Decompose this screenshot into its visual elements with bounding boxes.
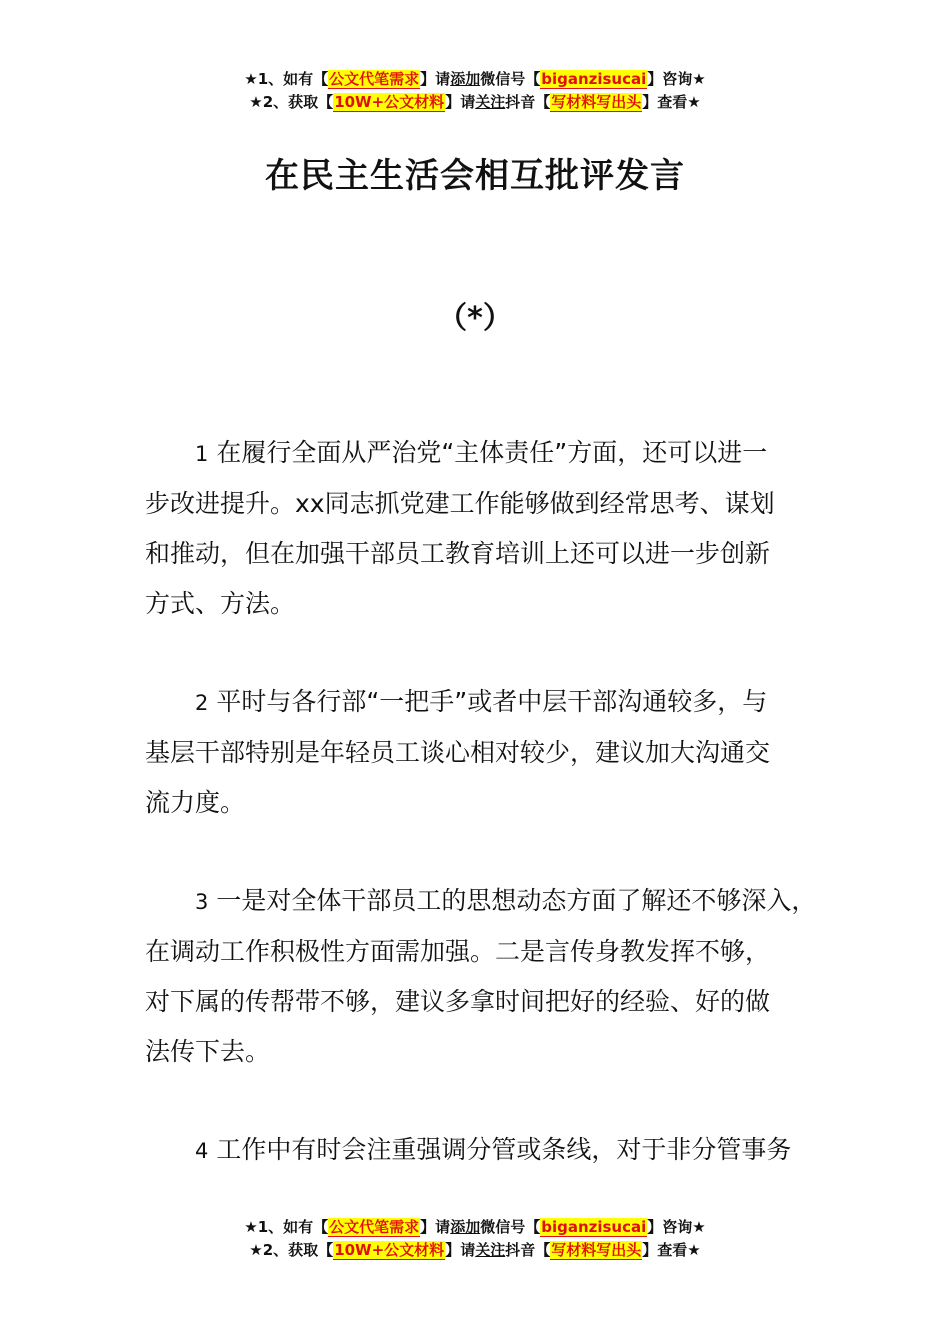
banner-highlight: 10W+公文材料 <box>334 1241 445 1259</box>
paragraph-line: 1 在履行全面从严治党“主体责任”方面，还可以进一 <box>195 438 768 467</box>
banner-highlight: 写材料写出头 <box>551 93 642 111</box>
banner-text: 】查看★ <box>642 93 701 111</box>
paragraph-number: 2 <box>195 691 209 715</box>
footer-banner <box>0 1216 950 1262</box>
paragraph-3 <box>145 876 835 1077</box>
banner-text: 微信号【 <box>480 70 541 88</box>
banner-text: ★2、获取【 <box>249 1241 334 1259</box>
banner-highlight: biganzisucai <box>541 70 647 88</box>
banner-text: 】咨询★ <box>647 1218 706 1236</box>
header-banner <box>0 68 950 114</box>
banner-underline: 添加 <box>450 70 481 88</box>
paragraph-line: 和推动，但在加强干部员工教育培训上还可以进一步创新 <box>145 539 771 568</box>
paragraph-line: 流力度。 <box>145 788 246 817</box>
banner-line-1 <box>0 68 950 91</box>
paragraph-line: 4 工作中有时会注重强调分管或条线，对于非分管事务 <box>195 1135 792 1164</box>
paragraph-line: 3 一是对全体干部员工的思想动态方面了解还不够深入， <box>195 886 817 915</box>
banner-highlight: 写材料写出头 <box>551 1241 642 1259</box>
banner-text: 抖音【 <box>505 1241 551 1259</box>
banner-text: 微信号【 <box>480 1218 541 1236</box>
paragraph-line: 法传下去。 <box>145 1037 271 1066</box>
banner-highlight: 公文代笔需求 <box>329 1218 420 1236</box>
paragraph-line: 2 平时与各行部“一把手”或者中层干部沟通较多，与 <box>195 687 768 716</box>
document-subtitle: （*） <box>437 301 513 336</box>
paragraph-number: 4 <box>195 1139 209 1163</box>
banner-text: 】请 <box>445 1241 476 1259</box>
banner-text: ★1、如有【 <box>244 70 329 88</box>
banner-line-2 <box>0 91 950 114</box>
paragraph-number: 1 <box>195 442 209 466</box>
paragraph-line: 步改进提升。xx同志抓党建工作能够做到经常思考、谋划 <box>145 489 775 518</box>
banner-text: 】请 <box>420 70 451 88</box>
paragraph-line: 在调动工作积极性方面需加强。二是言传身教发挥不够， <box>145 937 771 966</box>
banner-text: 】咨询★ <box>647 70 706 88</box>
document-body <box>145 428 835 1224</box>
paragraph-number: 3 <box>195 890 209 914</box>
banner-highlight: biganzisucai <box>541 1218 647 1236</box>
paragraph-line: 基层干部特别是年轻员工谈心相对较少，建议加大沟通交 <box>145 738 771 767</box>
banner-text: 】请 <box>420 1218 451 1236</box>
banner-highlight: 公文代笔需求 <box>329 70 420 88</box>
banner-highlight: 10W+公文材料 <box>334 93 445 111</box>
banner-text: 抖音【 <box>505 93 551 111</box>
paragraph-line: 方式、方法。 <box>145 589 296 618</box>
paragraph-1 <box>145 428 835 629</box>
document-title: 在民主生活会相互批评发言 <box>265 156 685 196</box>
banner-text: 】查看★ <box>642 1241 701 1259</box>
banner-text: ★2、获取【 <box>249 93 334 111</box>
banner-text: ★1、如有【 <box>244 1218 329 1236</box>
paragraph-2 <box>145 677 835 828</box>
paragraph-line: 对下属的传帮带不够，建议多拿时间把好的经验、好的做 <box>145 987 771 1016</box>
banner-line-2 <box>0 1239 950 1262</box>
banner-text: 】请 <box>445 93 476 111</box>
banner-underline: 添加 <box>450 1218 481 1236</box>
banner-underline: 关注 <box>475 93 506 111</box>
banner-line-1 <box>0 1216 950 1239</box>
paragraph-4 <box>145 1125 835 1176</box>
banner-underline: 关注 <box>475 1241 506 1259</box>
